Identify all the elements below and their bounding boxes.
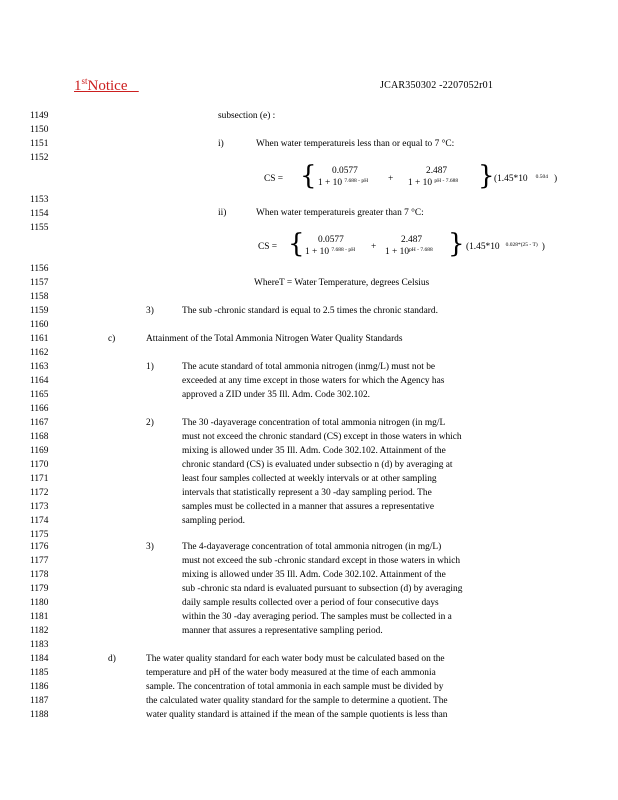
paragraph-line: The 30 -dayaverage concentration of total ammonia nitrogen (in mg/L (182, 418, 446, 428)
right-brace: } (448, 229, 465, 259)
denominator-1: 1 + 10 $^{7.688 - pH}$ (305, 247, 356, 257)
paragraph-line: intervals that statistically represent a 30 -day sampling period. The (182, 488, 432, 498)
formula-cs-label: CS = (264, 174, 284, 184)
formula-cs-label: CS = (258, 242, 278, 252)
item-3-text: The sub -chronic standard is equal to 2.5 times the chronic standard. (182, 306, 438, 316)
paragraph-line: sub -chronic sta ndard is evaluated pursuant to subsection (d) by averaging (182, 584, 463, 594)
paragraph-line: mixing is allowed under 35 Ill. Adm. Code 302.102. Attainment of the (182, 446, 446, 456)
numerator-2: 2.487 (426, 166, 448, 176)
section-c-label: c) (108, 334, 116, 344)
paragraph-line: sampling period. (182, 516, 246, 526)
line-number: 1154 (30, 209, 49, 219)
line-number: 1169 (30, 446, 49, 456)
line-number: 1161 (30, 334, 49, 344)
denominator-2: $1 + 10^{pH - 7.688}$ (385, 247, 433, 257)
paragraph-line: temperature and pH of the water body measured at the time of each ammonia (146, 668, 436, 678)
formula-factor: (1.45*10 $^{0.504}$ ) (494, 174, 558, 184)
numerator-2: 2.487 (401, 235, 423, 245)
paragraph-line: the calculated water quality standard for the sample to determine a quotient. The (146, 696, 448, 706)
item-3-label: 3) (146, 306, 154, 316)
section-d-label: d) (108, 654, 116, 664)
line-number: 1173 (30, 502, 49, 512)
line-number: 1186 (30, 682, 49, 692)
paragraph-line: mixing is allowed under 35 Ill. Adm. Code 302.102. Attainment of the (182, 570, 446, 580)
plus-sign: + (371, 242, 377, 252)
line-number: 1172 (30, 488, 49, 498)
item-ii-label: ii) (218, 208, 227, 218)
line-number: 1179 (30, 584, 49, 594)
line-number: 1168 (30, 432, 49, 442)
line-number: 1184 (30, 654, 49, 664)
denominator-2: 1 + 10 $^{pH - 7.688}$ (408, 178, 459, 188)
where-clause: WhereT = Water Temperature, degrees Celsius (254, 278, 430, 288)
document-id: JCAR350302 -2207052r01 (380, 80, 494, 91)
paragraph-line: chronic standard (CS) is evaluated under subsectio n (d) by averaging at (182, 460, 453, 470)
paragraph-line: The water quality standard for each water body must be calculated based on the (146, 654, 445, 664)
line-number: 1158 (30, 292, 49, 302)
paragraph-line: daily sample results collected over a period of four consecutive days (182, 598, 439, 608)
line-number: 1178 (30, 570, 49, 580)
paragraph-line: approved a ZID under 35 Ill. Adm. Code 302.102. (182, 390, 370, 400)
notice-word: Notice (87, 78, 128, 94)
line-number: 1163 (30, 362, 49, 372)
line-number: 1149 (30, 111, 49, 121)
line-number: 1185 (30, 668, 49, 678)
denominator-1: 1 + 10 $^{7.688 - pH}$ (318, 178, 369, 188)
line-number: 1177 (30, 556, 49, 566)
line-number: 1182 (30, 626, 49, 636)
line-number: 1170 (30, 460, 49, 470)
line-number: 1165 (30, 390, 49, 400)
item-ii-text: When water temperatureis greater than 7 °C: (256, 208, 424, 218)
right-brace: } (478, 161, 495, 191)
line-number: 1157 (30, 278, 49, 288)
paragraph-line: The acute standard of total ammonia nitrogen (inmg/L) must not be (182, 362, 436, 372)
paragraph-line: The 4-dayaverage concentration of total ammonia nitrogen (in mg/L) (182, 542, 442, 552)
paragraph-line: must not exceed the sub -chronic standard except in those waters in which (182, 556, 461, 566)
line-number: 1176 (30, 542, 49, 552)
line-number: 1152 (30, 153, 49, 163)
numerator-1: 0.0577 (318, 235, 344, 245)
line-number: 1167 (30, 418, 49, 428)
item-c2-label: 2) (146, 418, 154, 428)
item-i-text: When water temperatureis less than or equal to 7 °C: (256, 139, 455, 149)
paragraph-line: sample. The concentration of total ammonia in each sample must be divided by (146, 682, 444, 692)
line-number: 1188 (30, 710, 49, 720)
formula-factor: (1.45*10 $^{0.028*(25 - T)}$ ) (466, 242, 545, 252)
line-number: 1171 (30, 474, 49, 484)
item-c3-label: 3) (146, 542, 154, 552)
line-number: 1160 (30, 320, 49, 330)
left-brace: { (300, 161, 317, 191)
line-number: 1153 (30, 195, 49, 205)
subsection-label: subsection (e) : (218, 111, 276, 121)
notice-number: 1 (74, 78, 82, 94)
line-number: 1174 (30, 516, 49, 526)
item-i-label: i) (218, 139, 224, 149)
paragraph-line: water quality standard is attained if the mean of the sample quotients is less than (146, 710, 448, 720)
item-c1-label: 1) (146, 362, 154, 372)
line-number: 1180 (30, 598, 49, 608)
line-number: 1156 (30, 264, 49, 274)
line-number: 1162 (30, 348, 49, 358)
line-number: 1187 (30, 696, 49, 706)
line-number: 1166 (30, 404, 49, 414)
line-number: 1183 (30, 640, 49, 650)
paragraph-line: manner that assures a representative sampling period. (182, 626, 383, 636)
section-c-heading: Attainment of the Total Ammonia Nitrogen Water Quality Standards (146, 334, 403, 344)
plus-sign: + (388, 174, 394, 184)
line-number: 1151 (30, 139, 49, 149)
line-number: 1150 (30, 125, 49, 135)
paragraph-line: samples must be collected in a manner that assures a representative (182, 502, 434, 512)
paragraph-line: within the 30 -day averaging period. The samples must be collected in a (182, 612, 452, 622)
line-number: 1175 (30, 530, 49, 540)
line-number: 1164 (30, 376, 49, 386)
notice-superscript: st (81, 76, 88, 86)
paragraph-line: must not exceed the chronic standard (CS) except in those waters in which (182, 432, 462, 442)
line-number: 1181 (30, 612, 49, 622)
notice-title (74, 76, 139, 95)
line-number: 1159 (30, 306, 49, 316)
line-number: 1155 (30, 223, 49, 233)
left-brace: { (288, 229, 305, 259)
paragraph-line: exceeded at any time except in those waters for which the Agency has (182, 376, 445, 386)
paragraph-line: least four samples collected at weekly intervals or at other sampling (182, 474, 437, 484)
numerator-1: 0.0577 (332, 166, 358, 176)
